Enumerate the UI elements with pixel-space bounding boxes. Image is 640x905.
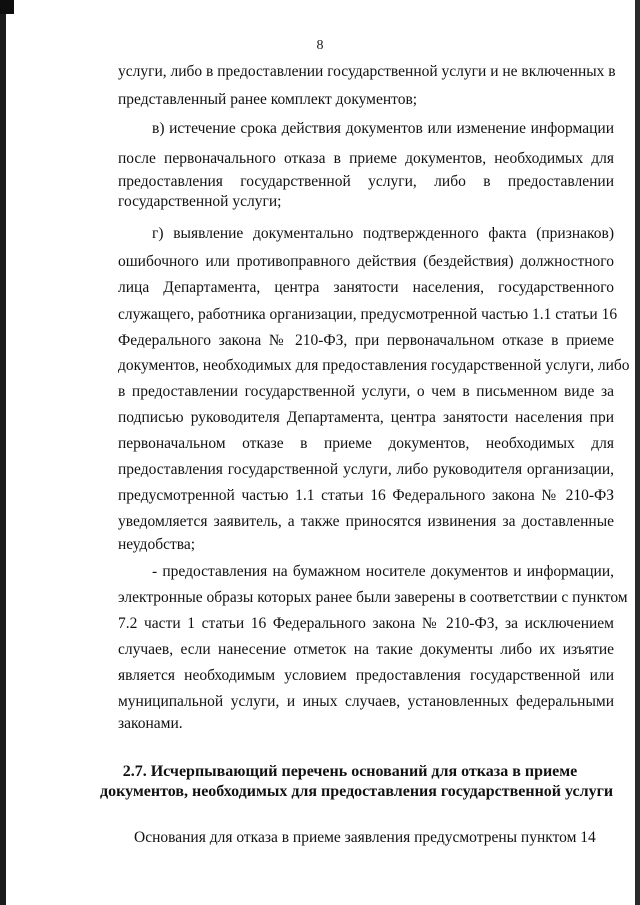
heading-line: 2.7. Исчерпывающий перечень оснований для отказа в приеме: [122, 763, 578, 780]
text-line: муниципальной услуги, и иных случаев, установленных федеральными: [118, 693, 614, 710]
text-line: законами.: [118, 715, 183, 732]
text-line: 7.2 части 1 статьи 16 Федерального закона № 210-ФЗ, за исключением: [118, 615, 614, 632]
text-line: после первоначального отказа в приеме документов, необходимых для: [118, 150, 614, 167]
text-line: предоставления государственной услуги, либо руководителя организации,: [118, 461, 614, 478]
heading-line: документов, необходимых для предоставления государственной услуги: [100, 783, 614, 800]
text-line: представленный ранее комплект документов;: [118, 91, 418, 108]
text-line: услуги, либо в предоставлении государственной услуги и не включенных в: [118, 63, 616, 80]
text-line: предоставления государственной услуги, либо в предоставлении: [118, 173, 614, 190]
text-line: неудобства;: [118, 536, 196, 553]
text-line: в предоставлении государственной услуги, о чем в письменном виде за: [118, 383, 614, 400]
text-line: предусмотренной частью 1.1 статьи 16 Федерального закона № 210-ФЗ: [118, 487, 614, 504]
text-line: подписью руководителя Департамента, центра занятости населения при: [118, 409, 614, 426]
text-line: первоначальном отказе в приеме документов, необходимых для: [118, 435, 614, 452]
text-line-last: Основания для отказа в приеме заявления предусмотрены пунктом 14: [134, 829, 596, 846]
text-line: в) истечение срока действия документов или изменение информации: [152, 120, 614, 137]
text-line: ошибочного или противоправного действия (бездействия) должностного: [118, 253, 614, 270]
text-line: - предоставления на бумажном носителе документов и информации,: [152, 563, 614, 580]
text-line: Федерального закона № 210-ФЗ, при первоначальном отказе в приеме: [118, 332, 614, 349]
scan-corner: [0, 0, 14, 14]
text-line: служащего, работника организации, предусмотренной частью 1.1 статьи 16: [118, 306, 618, 323]
text-line: является необходимым условием предоставления государственной или: [118, 667, 614, 684]
text-line: документов, необходимых для предоставления государственной услуги, либо: [118, 357, 630, 374]
text-line: уведомляется заявитель, а также приносятся извинения за доставленные: [118, 513, 614, 530]
scan-edge-left: [0, 0, 6, 905]
text-line: случаев, если нанесение отметок на такие документы либо их изъятие: [118, 641, 614, 658]
text-line: г) выявление документально подтвержденного факта (признаков): [152, 225, 614, 242]
text-line: лица Департамента, центра занятости населения, государственного: [118, 279, 614, 296]
page-number: 8: [316, 38, 324, 53]
text-line: государственной услуги;: [118, 193, 282, 210]
scan-edge-right: [635, 0, 640, 905]
text-line: электронные образы которых ранее были заверены в соответствии с пунктом: [118, 589, 628, 606]
